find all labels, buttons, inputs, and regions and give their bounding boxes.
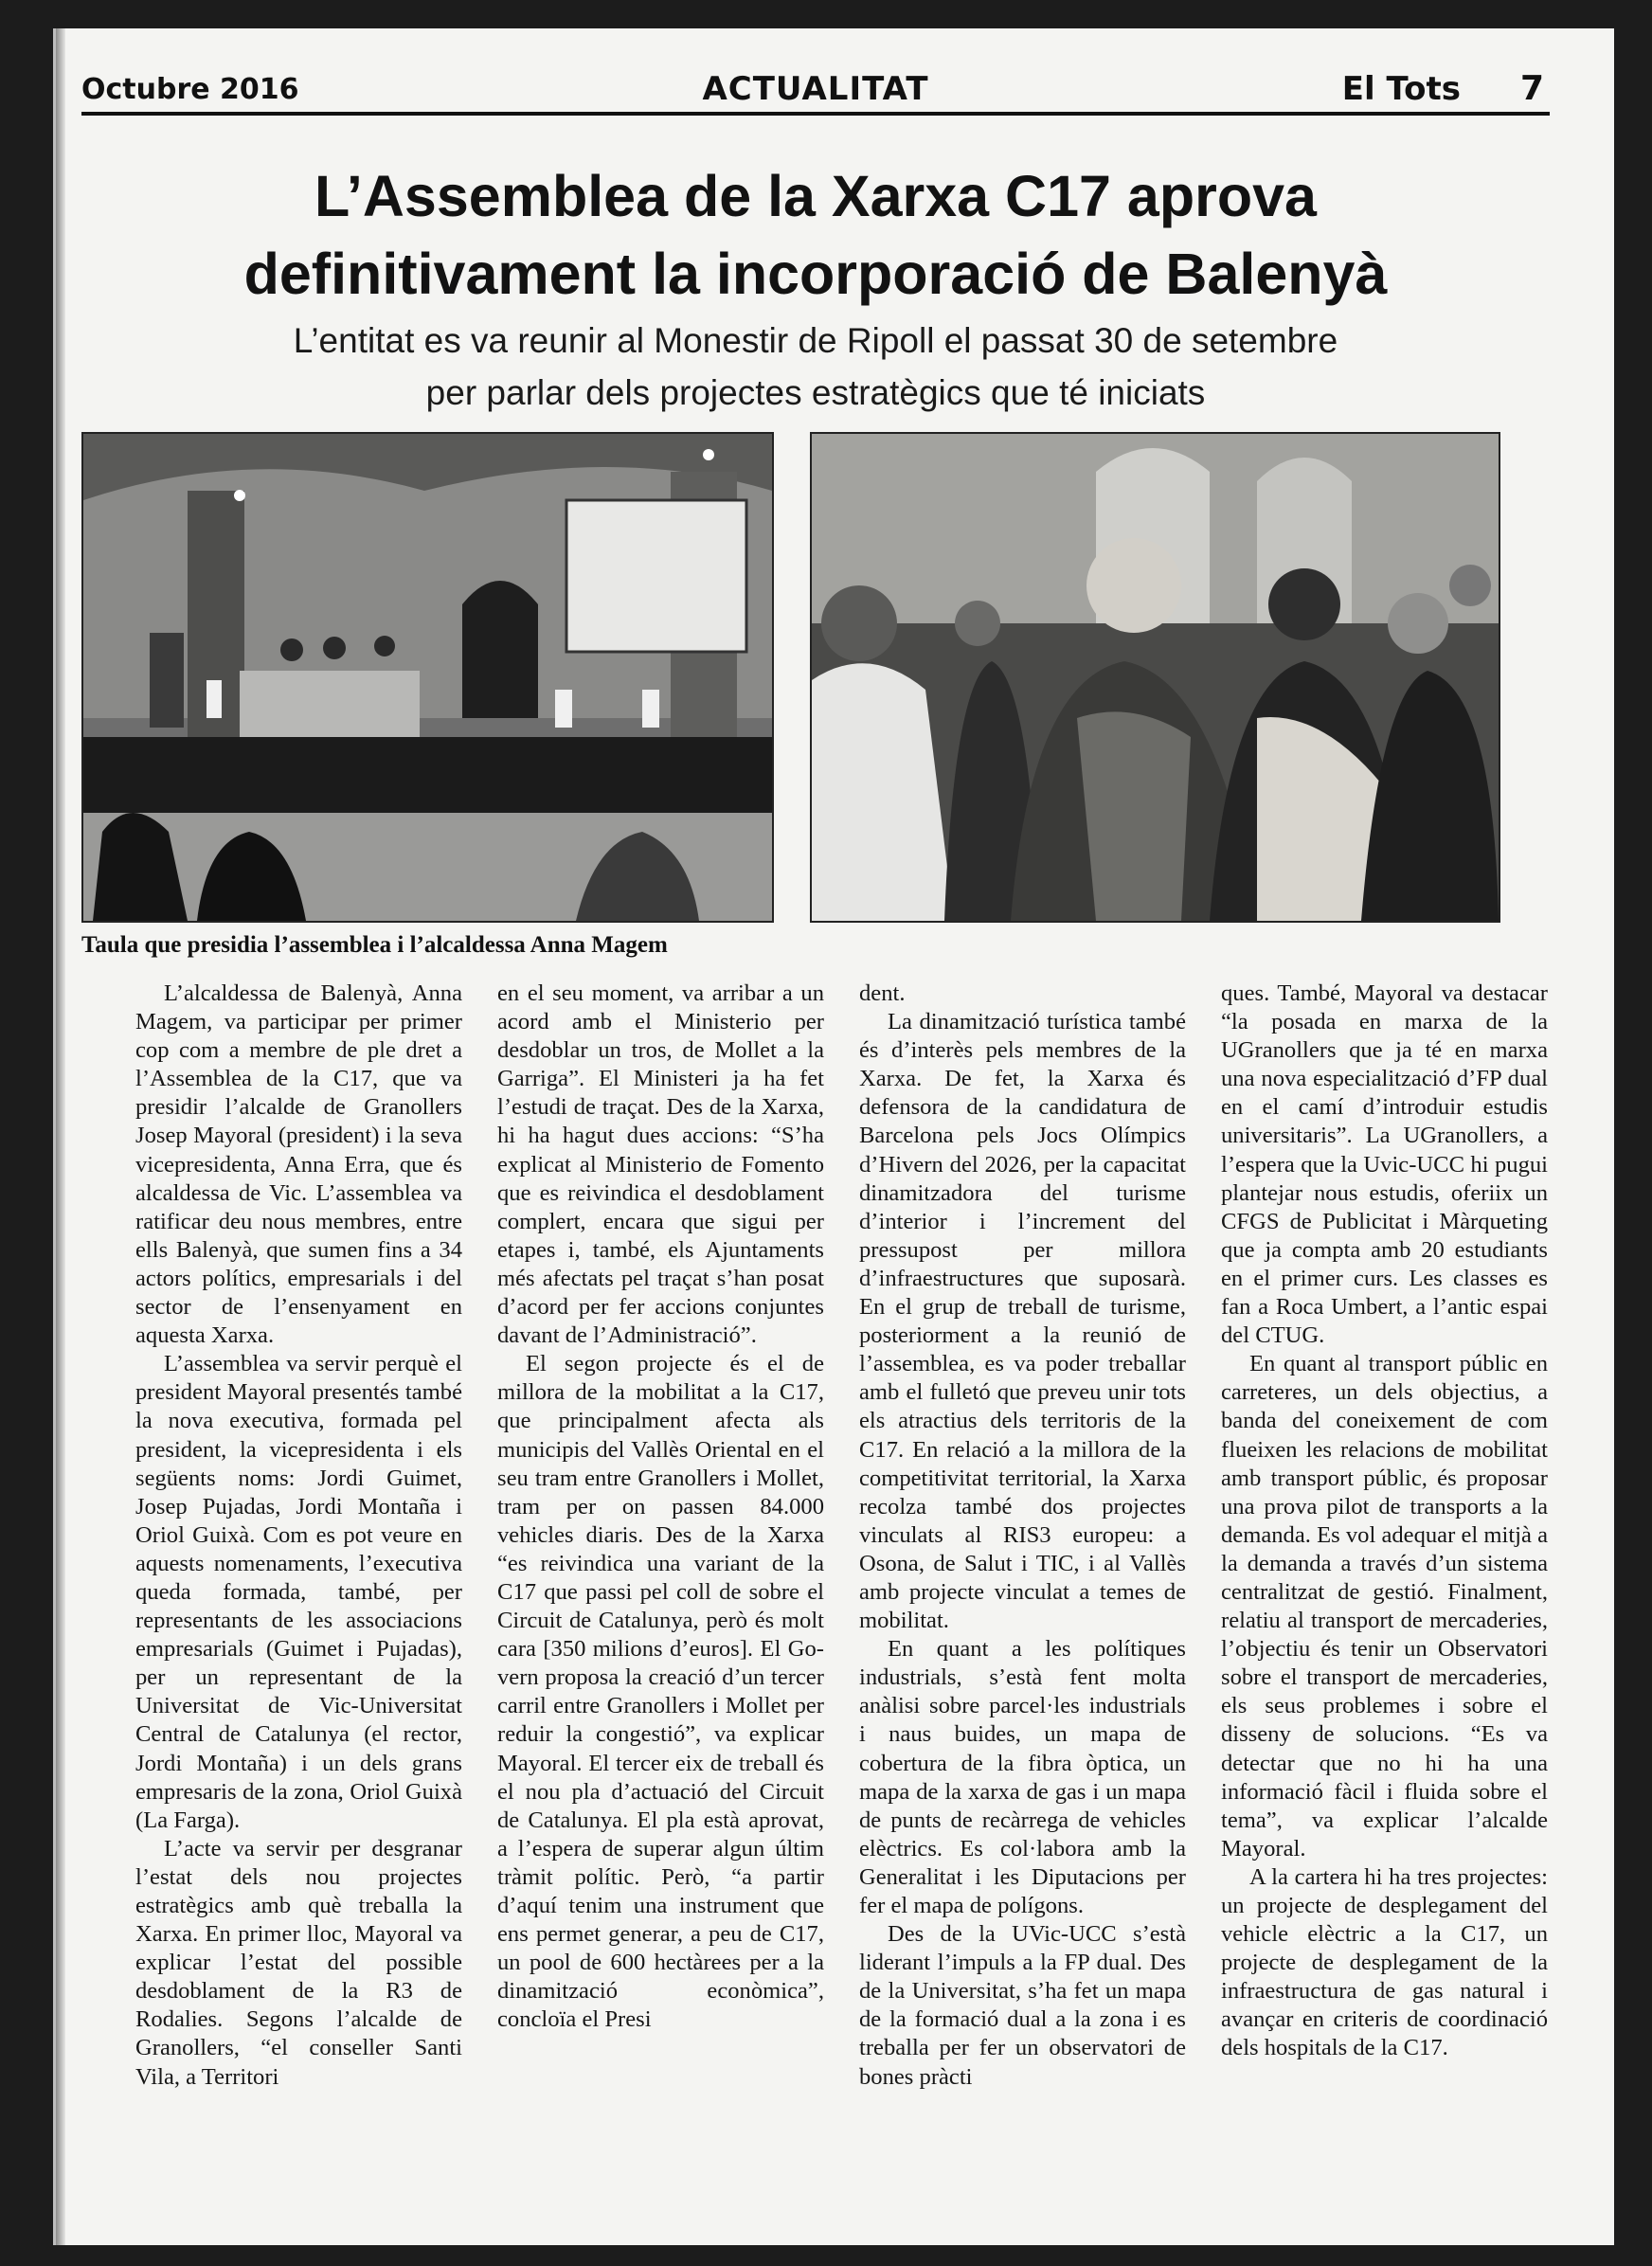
paragraph: L’alcaldessa de Balenyà, Anna Magem, va participar per primer cop com a membre de ple dret a l’Assemblea de la C17, que va presidir l’alcalde de Granollers Josep Mayoral (president) i la seva vicepresidenta, Anna Erra, que és alcaldessa de Vic. L’assemblea va ratificar deu nous membres, entre ells Balenyà, que sumen fins a 34 actors polítics, empresarials i del sector de l’ensenyament en aquesta Xarxa. [135,980,462,1349]
paragraph: En quant al transport públic en carreteres, un dels objectius, a banda del coneixement de com flueixen les relacions de mobilitat amb transport públic, és proposar una prova pilot de transports a la demanda. Es vol adequar el mitjà a la demanda a través d’un sistema centralitzat de gestió. Finalment, relatiu al transport de mercaderies, l’objectiu és tenir un Observatori sobre el transport de mercaderies, els seus problemes i sobre el disseny de solucions. “Es va detectar que no hi ha una informació fàcil i fluida sobre el tema”, va explicar l’alcalde Mayoral. [1221,1351,1548,1861]
paragraph: A la cartera hi ha tres projectes: un projecte de desplegament del vehicle elèctric a la C17, un projecte de desplegament de la infraestructura de gas natural i avançar en criteris de coordinació dels hospitals de la C17. [1221,1863,1548,2061]
issue-date: Octubre 2016 [81,73,299,106]
page-header [81,63,1550,116]
assembly-stage-photo [81,432,774,923]
title-line-1: L’Assemblea de la Xarxa C17 aprova [314,164,1317,228]
paragraph: L’acte va servir per desgranar l’estat dels nou projectes estratègics amb què treballa la Xarxa. En primer lloc, Mayoral va explicar l’estat del possible desdoblament de la R3 de Rodalies. Segons l’alcalde de Granollers, “el conseller Santi Vila, a Territori [135,1835,462,2090]
audience-image [812,434,1499,921]
article-column-2 [497,980,824,2034]
assembly-stage-image [83,434,772,921]
page-number: 7 [1519,69,1544,108]
paragraph: en el seu moment, va arribar a un acord amb el Ministerio per desdoblar un tros, de Mollet a la Garriga”. El Ministeri ja ha fet l’estudi de traçat. Des de la Xarxa, hi ha hagut dues accions: “S’ha explicat al Ministerio de Fomento que es reivindica el desdoblament complert, encara que sigui per etapes i, també, els Ajuntaments més afectats pel traçat s’han posat d’acord per fer accions conjuntes davant de l’Administració”. [497,980,824,1349]
photo-caption: Taula que presidia l’assemblea i l’alcaldessa Anna Magem [81,932,668,958]
article-column-3 [859,980,1186,2092]
paragraph: dent. [859,980,906,1006]
subtitle-line-1: L’entitat es va reunir al Monestir de Ripoll el passat 30 de setembre [293,321,1338,360]
paragraph: L’assemblea va servir perquè el president Mayoral presentés també la nova executiva, formada pel president, la vicepresidenta i els següents noms: Jordi Guimet, Josep Pujadas, Jordi Montaña i Oriol Guixà. Com es pot veure en aquests nomenaments, l’executiva queda formada, també, per representants de les associacions empresarials (Guimet i Pujadas), per un representant de la Universitat de Vic-Universitat Central de Catalunya (el rector, Jordi Montaña) i un dels grans empresaris de la zona, Oriol Guixà (La Farga). [135,1351,462,1833]
audience-photo [810,432,1500,923]
publication-name: El Tots [1341,70,1461,108]
paragraph: El segon projecte és el de millora de la mobilitat a la C17, que principalment afecta als municipis del Vallès Oriental en el seu tram entre Granollers i Mollet, tram per on passen 84.000 vehicles diaris. Des de la Xarxa “es reivindica una variant de la C17 que passi pel coll de sobre el Circuit de Catalunya, però és molt cara [350 milions d’euros]. El Govern proposa la creació d’un tercer carril entre Granollers i Mollet per reduir la congestió”, va explicar Mayoral. El tercer eix de treball és el nou pla d’actuació del Circuit de Catalunya. El pla està aprovat, a l’espera de superar algun últim tràmit polític. Però, “a partir d’aquí tenim una instrument que ens permet generar, a peu de C17, un pool de 600 hectàrees per a la dinamització econòmica”, concloïa el Presi [497,1351,824,2033]
subtitle-line-2: per parlar dels projectes estratègics que té iniciats [425,373,1206,412]
article-subtitle [81,315,1550,419]
article-column-1 [135,980,462,2092]
page-binding [56,28,65,2245]
paragraph: Des de la UVic-UCC s’està liderant l’impuls a la FP dual. Des de la Universitat, s’ha fet un mapa de la formació dual a la zona i es treballa per fer un observatori de bones pràcti [859,1921,1186,2090]
paragraph: En quant a les polítiques industrials, s’està fent molta anàlisi sobre parcel·les industrials i naus buides, un mapa de cobertura de la fibra òptica, un mapa de la xarxa de gas i un mapa de punts de recàrrega de vehicles elèctrics. Es col·labora amb la Generalitat i les Diputacions per fer el mapa de polígons. [859,1636,1186,1918]
article-column-4 [1221,980,1548,2063]
paragraph: La dinamització turística també és d’interès pels membres de la Xarxa. De fet, la Xarxa és defensora de la candidatura de Barcelona pels Jocs Olímpics d’Hivern del 2026, per la capacitat dinamitzadora del turisme d’interior i l’increment del pressupost per millora d’infraestructures que suposarà. En el grup de treball de turisme, posteriorment a la reunió de l’assemblea, es va poder treballar amb el fulletó que preveu unir tots els atractius dels territoris de la C17. En relació a la millora de la competitivitat territorial, la Xarxa recolza també dos projectes vinculats al RIS3 europeu: a Osona, de Salut i TIC, i al Vallès amb projecte vinculat a temes de mobilitat. [859,1009,1186,1634]
section-name: ACTUALITAT [702,70,929,108]
title-line-2: definitivament la incorporació de Balenyà [243,242,1388,306]
article-title [81,157,1550,313]
paragraph: ques. També, Mayoral va destacar “la posada en marxa de la UGranollers que ja té en marxa una nova especialització d’FP dual en el camí d’introduir estudis universitaris”. La UGranollers, a l’espera que la Uvic-UCC hi pugui plantejar nous estudis, oferiix un CFGS de Publicitat i Màrqueting que ja compta amb 20 estudiants en el primer curs. Les classes es fan a Roca Umbert, a l’antic espai del CTUG. [1221,980,1548,1349]
